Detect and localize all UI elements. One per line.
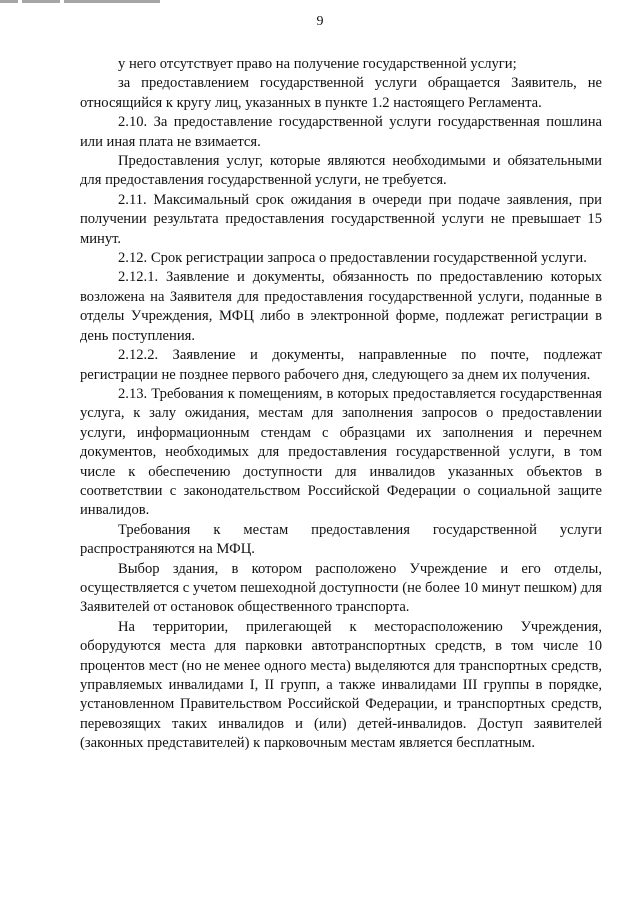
paragraph-mfc-requirements: Требования к местам предоставления государственной услуги распространяются на МФЦ. (80, 521, 602, 558)
paragraph-applicant-not-eligible: за предоставлением государственной услуги обращается Заявитель, не относящийся к кругу лиц, указанных в пункте 1.2 настоящего Регламента. (80, 75, 602, 111)
paragraph-required-services: Предоставления услуг, которые являются необходимыми и обязательными для предоставления государственной услуги, не требуется. (80, 153, 602, 189)
paragraph-2-13-premises-requirements: 2.13. Требования к помещениям, в которых предоставляется государственная услуга, к залу ожидания, местам для заполнения запросов о предоставлении услуги, информационным стендам с образцами их заполнения и перечнем документов, необходимых для предоставления государственной услуги, в том числе к обеспечению доступности для инвалидов указанных объектов в соответствии с законодательством Российской Федерации о социальной защите инвалидов. (80, 385, 602, 519)
paragraph-2-12-1-registration-same-day: 2.12.1. Заявление и документы, обязанность по предоставлению которых возложена на Заявителя для предоставления государственной услуги, поданные в отделы Учреждения, МФЦ либо в электронной форме, подлежат регистрации в день поступления. (80, 269, 602, 344)
scan-edge-mark (0, 0, 160, 3)
paragraph-2-11-max-wait: 2.11. Максимальный срок ожидания в очереди при подаче заявления, при получении результата предоставления государственной услуги не превышает 15 минут. (80, 191, 602, 247)
document-body (80, 55, 602, 754)
paragraph-parking: На территории, прилегающей к месторасположению Учреждения, оборудуются места для парковки автотранспортных средств, в том числе 10 процентов мест (но не менее одного места) выделяются для транспортных средств, управляемых инвалидами I, II групп, а также инвалидами III группы в порядке, установленном Правительством Российской Федерации, и транспортных средств, перевозящих таких инвалидов и (или) детей-инвалидов. Доступ заявителей (законных представителей) к парковочным местам является бесплатным. (80, 618, 602, 752)
page-number: 9 (316, 14, 324, 29)
paragraph-no-right: у него отсутствует право на получение государственной услуги; (118, 56, 517, 72)
paragraph-building-choice: Выбор здания, в котором расположено Учреждение и его отделы, осуществляется с учетом пешеходной доступности (не более 10 минут пешком) для Заявителей от остановок общественного транспорта. (80, 560, 602, 616)
paragraph-2-12-2-mail-registration: 2.12.2. Заявление и документы, направленные по почте, подлежат регистрации не позднее первого рабочего дня, следующего за днем их получения. (80, 347, 602, 383)
paragraph-2-12-registration-term: 2.12. Срок регистрации запроса о предоставлении государственной услуги. (118, 250, 587, 267)
paragraph-2-10-no-fee: 2.10. За предоставление государственной услуги государственная пошлина или иная плата не взимается. (80, 114, 602, 150)
